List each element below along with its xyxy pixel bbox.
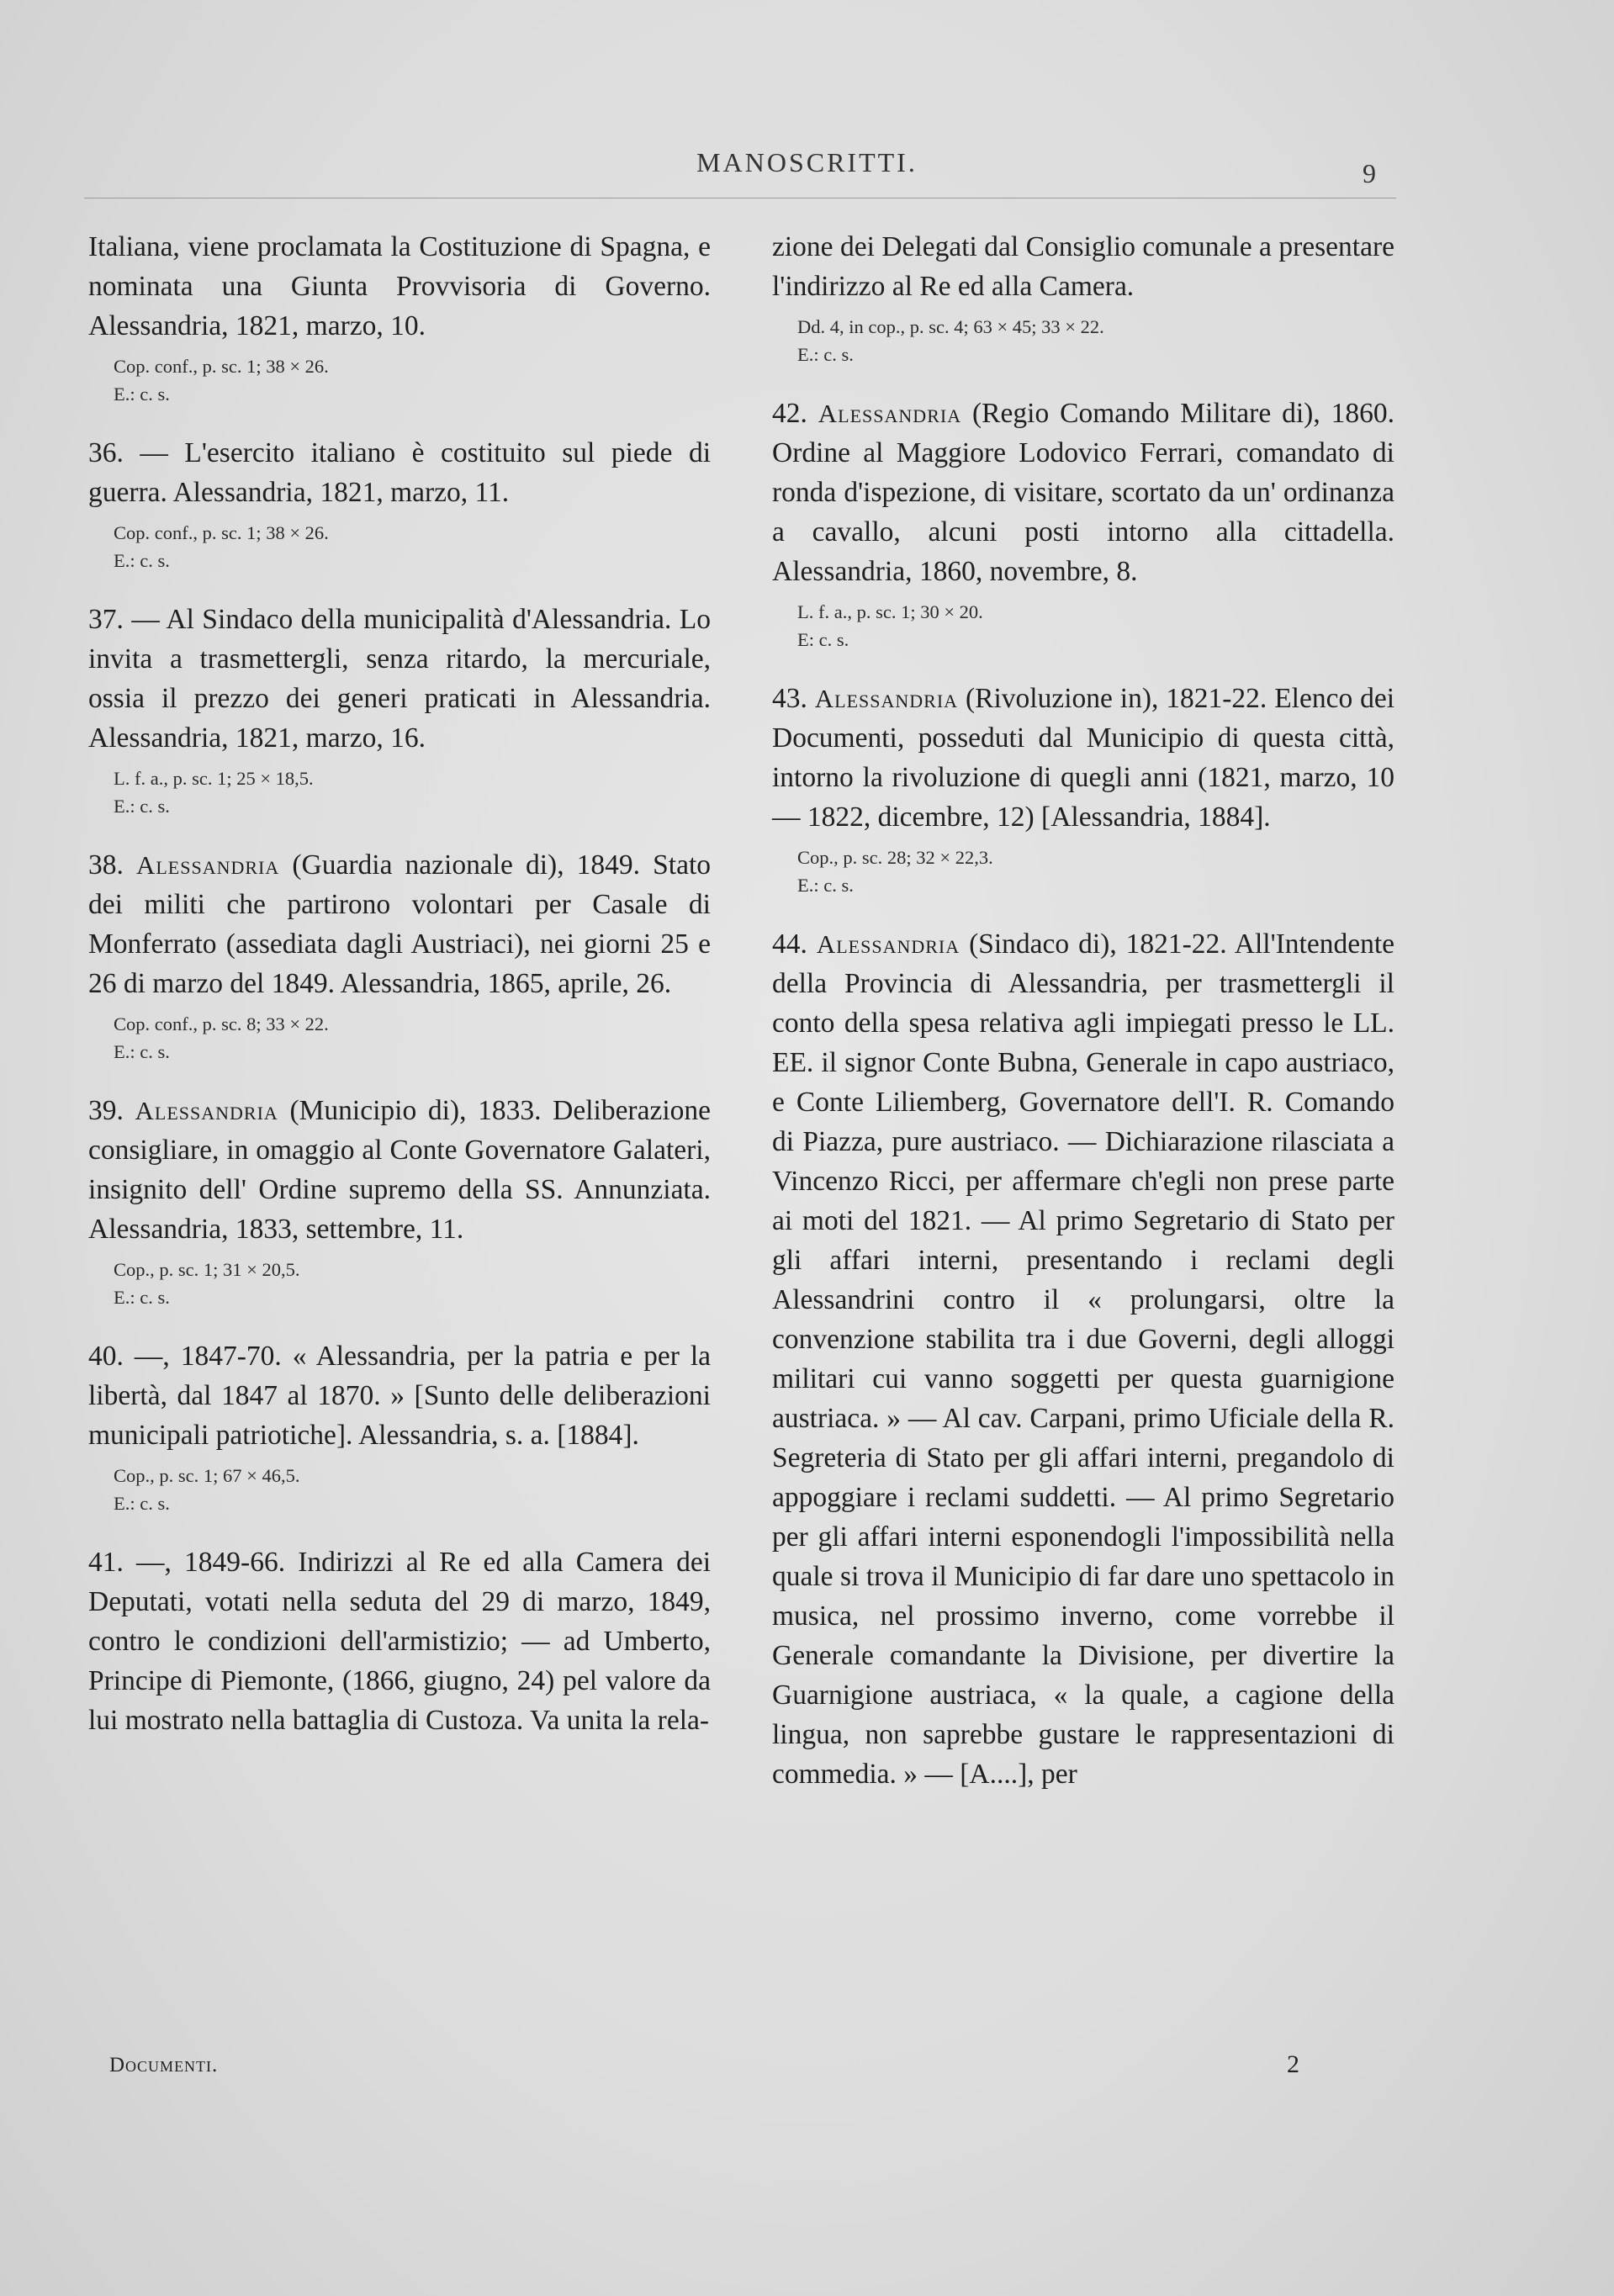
metadata-line: Cop. conf., p. sc. 1; 38 × 26. xyxy=(114,356,329,377)
entry-body: (Guardia nazionale di), 1849. Stato dei militi che partirono volontari per Casale di Monferrato (assediata dagli Austriaci), nei giorni 25 e 26 di marzo del 1849. Alessandria, 1865, aprile, 26. xyxy=(88,849,712,999)
catalog-entry xyxy=(772,394,1394,653)
metadata-line: L. f. a., p. sc. 1; 30 × 20. xyxy=(797,601,983,622)
entry-body: Italiana, viene proclamata la Costituzione di Spagna, e nominata una Giunta Provvisoria di Governo. Alessandria, 1821, marzo, 10. xyxy=(88,231,711,341)
metadata-line: E.: c. s. xyxy=(797,875,854,896)
metadata-line: E.: c. s. xyxy=(114,1041,170,1062)
catalog-entry xyxy=(88,600,711,820)
entry-number: 40. xyxy=(88,1341,124,1372)
entry-number: 44. xyxy=(772,928,807,960)
metadata-line: Cop., p. sc. 28; 32 × 22,3. xyxy=(797,847,993,868)
entry-body: — L'esercito italiano è costituito sul piede di guerra. Alessandria, 1821, marzo, 11. xyxy=(88,437,711,508)
entry-number: 42. xyxy=(772,398,807,429)
entry-text xyxy=(88,1091,711,1249)
metadata-line: E.: c. s. xyxy=(114,1287,170,1308)
entry-heading: Alessandria xyxy=(135,850,280,880)
entry-text xyxy=(772,924,1394,1794)
entry-body: (Municipio di), 1833. Deliberazione consigliare, in omaggio al Conte Governatore Galateri, insignito dell' Ordine supremo della SS. Annunziata. Alessandria, 1833, settembre, 11. xyxy=(88,1095,712,1245)
catalog-entry xyxy=(88,433,711,574)
entry-body: — Al Sindaco della municipalità d'Alessandria. Lo invita a trasmettergli, senza ritardo, la mercuriale, ossia il prezzo dei generi praticati in Alessandria. Alessandria, 1821, marzo, 16. xyxy=(88,604,712,754)
catalog-entry xyxy=(772,227,1394,368)
entry-body: —, 1847-70. « Alessandria, per la patria e per la libertà, dal 1847 al 1870. » [Sunto delle deliberazioni municipali patriotiche]. Alessandria, s. a. [1884]. xyxy=(88,1341,712,1451)
entry-number: 36. xyxy=(88,437,124,468)
entry-text xyxy=(88,1336,711,1455)
signature-mark: Documenti. xyxy=(109,2054,219,2076)
entry-body: (Rivoluzione in), 1821-22. Elenco dei Documenti, posseduti dal Municipio di questa città, intorno la rivoluzione di quegli anni (1821, marzo, 10 — 1822, dicembre, 12) [Alessandria, 1884]. xyxy=(772,683,1395,833)
left-column xyxy=(88,227,711,1765)
entry-heading: Alessandria xyxy=(135,1096,278,1125)
entry-text xyxy=(88,600,711,758)
page-number: 9 xyxy=(1363,158,1376,188)
entry-metadata xyxy=(88,1010,711,1066)
entry-heading: Alessandria xyxy=(816,929,960,959)
entry-number: 43. xyxy=(772,683,807,714)
metadata-line: Dd. 4, in cop., p. sc. 4; 63 × 45; 33 × 22. xyxy=(797,316,1104,337)
entry-number: 39. xyxy=(88,1095,124,1126)
entry-number: 37. xyxy=(88,604,124,635)
running-head: MANOSCRITTI. xyxy=(696,147,918,177)
entry-text xyxy=(772,679,1394,837)
metadata-line: E: c. s. xyxy=(797,629,849,650)
entry-number: 41. xyxy=(88,1547,124,1578)
metadata-line: L. f. a., p. sc. 1; 25 × 18,5. xyxy=(114,768,314,789)
entry-text xyxy=(88,433,711,512)
catalog-entry xyxy=(88,227,711,408)
metadata-line: E.: c. s. xyxy=(797,344,854,365)
entry-metadata xyxy=(88,352,711,408)
entry-metadata xyxy=(88,764,711,820)
catalog-entry xyxy=(88,1336,711,1517)
entry-text xyxy=(772,394,1394,591)
entry-text xyxy=(88,227,711,346)
metadata-line: Cop. conf., p. sc. 8; 33 × 22. xyxy=(114,1013,329,1034)
signature-number: 2 xyxy=(1287,2050,1299,2078)
entry-heading: Alessandria xyxy=(818,399,962,428)
entry-metadata xyxy=(772,598,1394,653)
metadata-line: E.: c. s. xyxy=(114,796,170,817)
metadata-line: Cop. conf., p. sc. 1; 38 × 26. xyxy=(114,522,329,543)
entry-metadata xyxy=(772,313,1394,368)
entry-body: (Sindaco di), 1821-22. All'Intendente della Provincia di Alessandria, per trasmettergli il conto della spesa relativa agli impiegati presso le LL. EE. il signor Conte Bubna, Generale in capo austriaco, e Conte Liliemberg, Governatore dell'I. R. Comando di Piazza, pure austriaco. — Dichiarazione rilasciata a Vincenzo Ricci, per affermare ch'egli non prese parte ai moti del 1821. — Al primo Segretario di Stato per gli affari interni, presentando i reclami degli Alessandrini contro il « prolungarsi, oltre la convenzione stabilita tra i due Governi, degli alloggi militari cui vanno soggetti per questa guarnigione austriaca. » — Al cav. Carpani, primo Uficiale della R. Segreteria di Stato per gli affari interni, pregandolo di appoggiare i reclami suddetti. — Al primo Segretario per gli affari interni esponendogli l'impossibilità nella quale si trova il Municipio di far dare uno spettacolo in musica, nel prossimo inverno, come vorrebbe il Generale comandante la Divisione, per divertire la Guarnigione austriaca, « la quale, a cagione della lingua, non saprebbe gustare le rappresentazioni di commedia. » — [A....], per xyxy=(772,928,1395,1790)
catalog-entry xyxy=(772,924,1394,1794)
entry-metadata xyxy=(88,1462,711,1517)
entry-metadata xyxy=(88,519,711,574)
entry-metadata xyxy=(772,844,1394,899)
catalog-entry xyxy=(88,1542,711,1740)
catalog-entry xyxy=(88,1091,711,1311)
entry-body: zione dei Delegati dal Consiglio comunale a presentare l'indirizzo al Re ed alla Camera. xyxy=(772,231,1394,302)
metadata-line: E.: c. s. xyxy=(114,384,170,405)
catalog-entry xyxy=(772,679,1394,899)
metadata-line: Cop., p. sc. 1; 31 × 20,5. xyxy=(114,1259,300,1280)
entry-metadata xyxy=(88,1256,711,1311)
entry-text xyxy=(88,1542,711,1740)
catalog-entry xyxy=(88,845,711,1066)
entry-text xyxy=(88,845,711,1003)
metadata-line: E.: c. s. xyxy=(114,550,170,571)
entry-body: —, 1849-66. Indirizzi al Re ed alla Camera dei Deputati, votati nella seduta del 29 di marzo, 1849, contro le condizioni dell'armistizio; — ad Umberto, Principe di Piemonte, (1866, giugno, 24) pel valore da lui mostrato nella battaglia di Custoza. Va unita la rela- xyxy=(88,1547,711,1736)
entry-text xyxy=(772,227,1394,306)
entry-number: 38. xyxy=(88,849,124,881)
entry-body: (Regio Comando Militare di), 1860. Ordine al Maggiore Lodovico Ferrari, comandato di ronda d'ispezione, di visitare, scortato da un' ordinanza a cavallo, alcuni posti intorno alla cittadella. Alessandria, 1860, novembre, 8. xyxy=(772,398,1395,587)
entry-heading: Alessandria xyxy=(814,684,959,713)
metadata-line: E.: c. s. xyxy=(114,1493,170,1514)
right-column xyxy=(772,227,1394,1819)
metadata-line: Cop., p. sc. 1; 67 × 46,5. xyxy=(114,1465,300,1486)
